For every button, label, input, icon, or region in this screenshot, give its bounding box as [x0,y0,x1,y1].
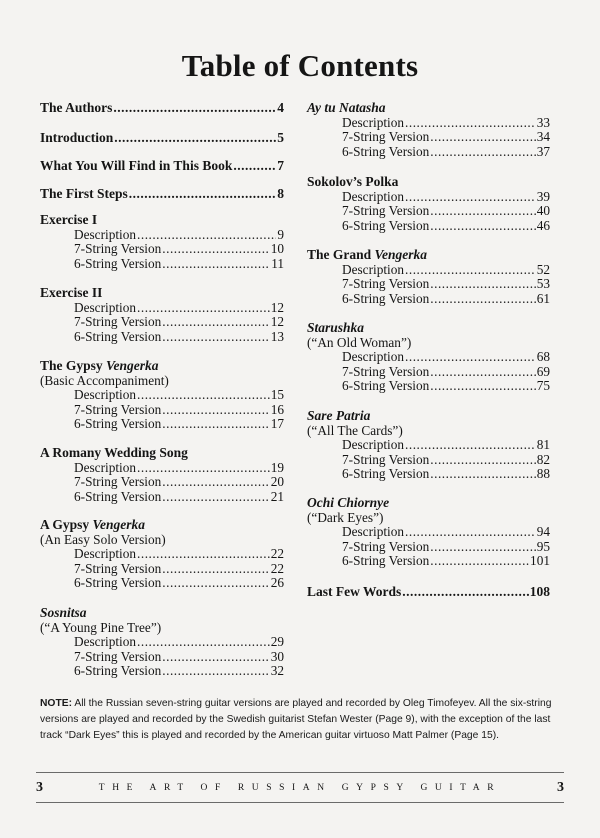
dot-leader [430,218,535,233]
dot-leader [162,575,269,590]
dot-leader [402,584,528,599]
toc-entry-label: Description [74,546,137,562]
toc-entry-label: 6-String Version [74,328,162,344]
dot-leader [137,300,270,315]
dot-leader [233,158,276,173]
toc-entry-label: Description [74,634,137,650]
toc-entry-page: 29 [270,634,284,650]
toc-subentry [342,466,550,481]
title-italic-part: Ochi Chiornye [307,495,390,510]
toc-entry-label: 6-String Version [342,553,430,569]
toc-section-subtitle: (Basic Accompaniment) [40,372,169,388]
toc-entry-page: 108 [529,584,550,599]
toc-entry-page: 21 [270,488,284,504]
dot-leader [430,276,535,291]
toc-entry [40,158,284,173]
dot-leader [430,364,535,379]
dot-leader [137,227,276,242]
dot-leader [430,539,535,554]
toc-entry-label: 6-String Version [342,290,430,306]
dot-leader [162,256,270,271]
footer-running-title: THE ART OF RUSSIAN GYPSY GUITAR [98,783,502,793]
toc-entry-page: 94 [536,524,550,540]
toc-subentry [74,402,284,417]
toc-entry-label: 6-String Version [74,663,162,679]
footer-page-number-right: 3 [556,780,564,795]
toc-section-title [40,605,87,620]
toc-section-title [307,320,364,335]
footer-page-number-left: 3 [36,780,43,795]
toc-entry-page: 32 [270,663,284,679]
toc-entry-page: 26 [270,575,284,591]
toc-subentry [342,378,550,393]
toc-subentry [74,489,284,504]
toc-entry-label: 7-String Version [342,276,430,292]
dot-leader [405,189,536,204]
toc-entry-label: 6-String Version [74,416,162,432]
toc-section-title [307,247,427,262]
toc-entry-page: 46 [536,217,550,233]
note-paragraph [40,696,562,744]
toc-section-title [40,285,102,300]
toc-subentry [342,349,550,364]
toc-entry-page: 101 [530,553,550,569]
toc-subentry [74,227,284,242]
toc-section-title [40,517,145,532]
toc-subentry [342,524,550,539]
toc-section-subtitle: (“An Old Woman”) [307,334,412,350]
toc-section-title [307,495,389,510]
toc-subentry [342,437,550,452]
title-part: A Romany Wedding Song [40,445,188,460]
toc-entry-page: 8 [277,186,284,201]
toc-entry-page: 20 [270,474,284,490]
toc-subentry [74,634,284,649]
toc-entry-page: 17 [270,416,284,432]
toc-entry-label: Description [342,261,405,277]
toc-section-title [40,445,188,460]
dot-leader [430,553,529,568]
toc-subentry [74,387,284,402]
title-italic-part: Vengerka [92,517,146,532]
page-footer [36,778,564,798]
toc-section-title [307,100,386,115]
toc-entry-page: 11 [271,255,284,271]
toc-entry-label: Last Few Words [307,584,402,599]
toc-section-subtitle: (“A Young Pine Tree”) [40,619,162,635]
toc-entry-page: 9 [277,226,284,242]
dot-leader [162,329,269,344]
title-part: The Grand [307,247,375,262]
toc-entry-label: Description [74,387,137,403]
dot-leader [137,546,270,561]
title-italic-part: Vengerka [374,247,428,262]
toc-entry-label: 7-String Version [74,648,162,664]
toc-entry-label: 7-String Version [74,314,162,330]
toc-subentry [74,460,284,475]
toc-entry-page: 34 [536,129,550,145]
dot-leader [430,291,535,306]
toc-entry-label: 7-String Version [74,401,162,417]
toc-subentry [342,291,550,306]
toc-entry [40,100,284,115]
toc-entry-page: 82 [536,451,550,467]
dot-leader [405,115,536,130]
toc-entry-page: 61 [536,290,550,306]
dot-leader [430,144,535,159]
toc-section-subtitle: (“All The Cards”) [307,422,403,438]
toc-entry-label: The First Steps [40,186,128,201]
toc-subentry [74,241,284,256]
toc-subentry [74,561,284,576]
title-part: Sokolov’s Polka [307,174,399,189]
toc-entry-page: 4 [277,100,284,115]
dot-leader [405,437,536,452]
toc-entry-label: Description [342,188,405,204]
title-italic-part: Vengerka [106,358,159,373]
toc-entry-label: 7-String Version [342,203,430,219]
toc-entry-page: 12 [270,299,284,315]
toc-entry-last-few-words [307,584,550,599]
title-part: Exercise II [40,285,103,300]
footer-rule-top [36,772,564,773]
toc-entry-page: 30 [270,648,284,664]
toc-subentry [74,663,284,678]
toc-subentry [74,416,284,431]
toc-entry-label: Description [342,114,405,130]
dot-leader [430,466,535,481]
toc-entry-page: 13 [270,328,284,344]
dot-leader [137,634,270,649]
toc-subentry [342,364,550,379]
toc-subentry [342,276,550,291]
toc-subentry [74,649,284,664]
toc-entry-label: Description [342,349,405,365]
toc-entry-label: 6-String Version [74,255,162,271]
title-italic-part: Ay tu Natasha [307,100,386,115]
dot-leader [430,378,535,393]
toc-entry-label: Description [74,226,137,242]
toc-entry-label: Description [74,459,137,475]
toc-entry [40,186,284,201]
toc-entry-label: 6-String Version [342,378,430,394]
toc-entry-page: 88 [536,466,550,482]
footer-rule-bottom [36,802,564,803]
toc-entry-page: 33 [536,114,550,130]
toc-entry-label: 7-String Version [74,241,162,257]
toc-entry-page: 40 [536,203,550,219]
toc-entry-page: 10 [270,241,284,257]
toc-entry-label: 7-String Version [342,129,430,145]
toc-entry-page: 52 [536,261,550,277]
toc-subentry [342,203,550,218]
dot-leader [162,663,269,678]
title-part: A Gypsy [40,517,93,532]
toc-entry-label: 7-String Version [342,363,430,379]
toc-entry-page: 12 [270,314,284,330]
page-title: Table of Contents [181,48,419,83]
dot-leader [162,561,269,576]
toc-entry-label: 6-String Version [342,217,430,233]
title-part: The Gypsy [40,358,107,373]
dot-leader [162,474,269,489]
toc-subentry [342,452,550,467]
toc-entry-label: 7-String Version [74,474,162,490]
toc-subentry [74,300,284,315]
toc-entry-label: 7-String Version [74,560,162,576]
toc-entry-page: 22 [270,560,284,576]
toc-subentry [342,129,550,144]
toc-entry-page: 75 [536,378,550,394]
toc-section-title [40,358,159,373]
toc-entry-page: 53 [536,276,550,292]
toc-section-title [307,174,398,189]
dot-leader [129,186,277,201]
toc-entry-label: 7-String Version [342,538,430,554]
toc-entry-page: 95 [536,538,550,554]
toc-subentry [342,262,550,277]
toc-subentry [74,256,284,271]
toc-subentry [342,218,550,233]
toc-entry-page: 68 [536,349,550,365]
toc-subentry [342,189,550,204]
toc-subentry [342,115,550,130]
dot-leader [162,241,269,256]
toc-subentry [74,575,284,590]
toc-entry-label: 6-String Version [342,466,430,482]
dot-leader [430,129,535,144]
dot-leader [162,489,269,504]
dot-leader [430,203,535,218]
toc-entry-label: 6-String Version [74,575,162,591]
note-text: All the Russian seven-string guitar versions are played and recorded by Oleg Timofeyev. All the six-string versions are played and recorded by the Swedish guitarist Stefan Wester (Page 9), with the exception of the last track “Dark Eyes” this is played and recorded by the American guitar virtuoso Matt Palmer (Page 15). [40,698,552,741]
dot-leader [162,314,269,329]
note-label: NOTE: [40,698,73,709]
toc-entry-label: Description [342,524,405,540]
toc-entry-page: 39 [536,188,550,204]
toc-entry-label: 7-String Version [342,451,430,467]
toc-entry-label: 6-String Version [342,143,430,159]
dot-leader [114,130,276,145]
toc-section-subtitle: (“Dark Eyes”) [307,509,384,525]
toc-subentry [342,553,550,568]
dot-leader [113,100,276,115]
toc-section-subtitle: (An Easy Solo Version) [40,531,166,547]
toc-entry-page: 7 [277,158,284,173]
toc-entry-page: 15 [270,387,284,403]
toc-entry-page: 16 [270,401,284,417]
title-italic-part: Sare Patria [307,408,371,423]
toc-entry-page: 37 [536,143,550,159]
toc-entry-label: What You Will Find in This Book [40,158,233,173]
title-part: Exercise I [40,212,98,227]
toc-entry-page: 22 [270,546,284,562]
toc-entry-label: Description [74,299,137,315]
dot-leader [137,460,270,475]
toc-section-title [40,212,97,227]
dot-leader [405,262,536,277]
toc-entry-label: Introduction [40,130,114,145]
title-italic-part: Sosnitsa [40,605,87,620]
toc-subentry [342,539,550,554]
dot-leader [405,524,536,539]
toc-entry-label: Description [342,437,405,453]
toc-entry-page: 81 [536,437,550,453]
toc-entry-page: 69 [536,363,550,379]
dot-leader [162,402,269,417]
title-italic-part: Starushka [307,320,365,335]
dot-leader [162,649,269,664]
toc-entry [40,130,284,145]
toc-subentry [74,474,284,489]
toc-subentry [342,144,550,159]
toc-subentry [74,546,284,561]
toc-section-title [307,408,370,423]
dot-leader [430,452,535,467]
toc-entry-label: 6-String Version [74,488,162,504]
toc-subentry [74,329,284,344]
toc-subentry [74,314,284,329]
dot-leader [162,416,269,431]
dot-leader [405,349,536,364]
toc-entry-label: The Authors [40,100,113,115]
toc-entry-page: 19 [270,459,284,475]
toc-entry-page: 5 [277,130,284,145]
dot-leader [137,387,270,402]
